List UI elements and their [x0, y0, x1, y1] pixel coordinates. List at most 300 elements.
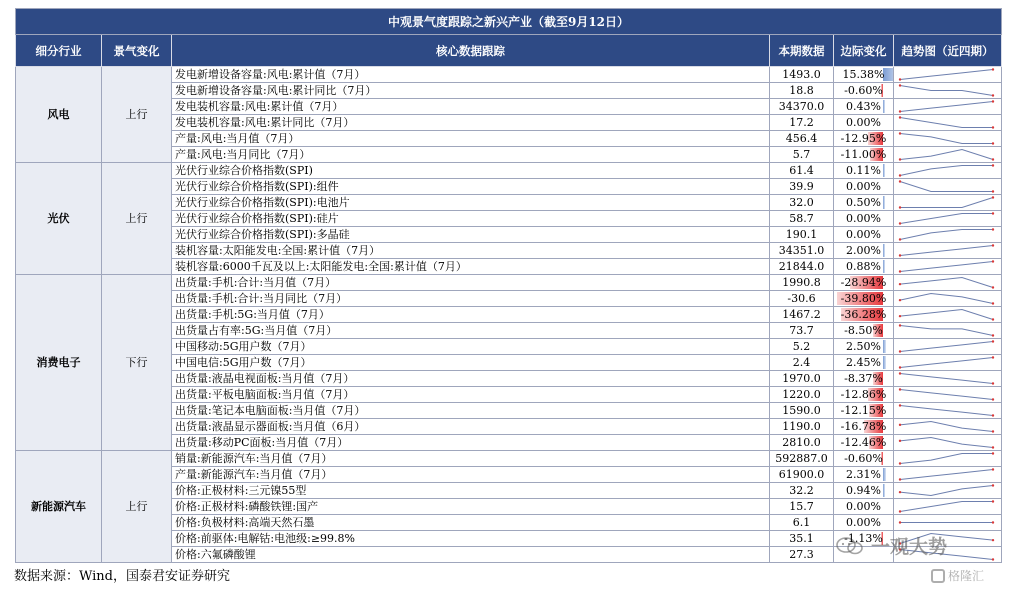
- sparkline-chart: [894, 211, 999, 226]
- current-value-cell: 6.1: [770, 515, 834, 531]
- current-value-cell: 18.8: [770, 83, 834, 99]
- trend-sparkline-cell: [894, 387, 1002, 403]
- sparkline-chart: [894, 243, 999, 258]
- header-trend-change: 景气变化: [102, 35, 172, 67]
- positive-change-bar: [883, 164, 885, 177]
- marginal-change-text: 0.43%: [846, 99, 881, 113]
- sparkline-line: [900, 118, 993, 128]
- sector-cell: 风电: [16, 67, 102, 163]
- sparkline-line: [900, 198, 993, 208]
- sector-cell: 光伏: [16, 163, 102, 275]
- marginal-change-text: 15.38%: [842, 67, 885, 81]
- sparkline-point: [992, 558, 994, 560]
- marginal-change-text: -36.28%: [840, 307, 887, 321]
- indicator-cell: 出货量:液晶电视面板:当月值（7月）: [172, 371, 770, 387]
- sparkline-chart: [894, 67, 999, 82]
- marginal-change-cell: [834, 115, 894, 131]
- marginal-change-text: 0.00%: [846, 499, 881, 513]
- trend-sparkline-cell: [894, 451, 1002, 467]
- sparkline-point: [992, 212, 994, 214]
- sparkline-point: [992, 68, 994, 70]
- data-sheet: [15, 8, 1001, 563]
- trend-change-cell: 上行: [102, 163, 172, 275]
- sparkline-point: [899, 299, 901, 301]
- indicator-cell: 出货量占有率:5G:当月值（7月）: [172, 323, 770, 339]
- trend-sparkline-cell: [894, 195, 1002, 211]
- marginal-change-cell: [834, 499, 894, 515]
- marginal-change-text: -0.60%: [844, 451, 883, 465]
- trend-change-cell: 下行: [102, 275, 172, 451]
- current-value-cell: 1190.0: [770, 419, 834, 435]
- trend-sparkline-cell: [894, 115, 1002, 131]
- marginal-change-cell: [834, 227, 894, 243]
- sparkline-point: [899, 521, 901, 523]
- marginal-change-text: -12.95%: [840, 131, 887, 145]
- marginal-change-text: 0.00%: [846, 179, 881, 193]
- marginal-change-cell: [834, 515, 894, 531]
- indicator-cell: 价格:六氟磷酸锂: [172, 547, 770, 563]
- table-row: [16, 451, 1002, 467]
- sparkline-chart: [894, 339, 999, 354]
- sparkline-point: [992, 190, 994, 192]
- indicator-cell: 出货量:平板电脑面板:当月值（7月）: [172, 387, 770, 403]
- sentiment-table: [15, 8, 1002, 563]
- sparkline-point: [899, 206, 901, 208]
- marginal-change-cell: [834, 67, 894, 83]
- sparkline-point: [992, 94, 994, 96]
- sparkline-chart: [894, 435, 999, 450]
- sparkline-line: [900, 134, 993, 144]
- marginal-change-cell: [834, 83, 894, 99]
- sparkline-line: [900, 374, 993, 384]
- sparkline-line: [900, 214, 993, 224]
- sparkline-chart: [894, 323, 999, 338]
- sparkline-line: [900, 502, 993, 512]
- sparkline-point: [899, 424, 901, 426]
- current-value-cell: 17.2: [770, 115, 834, 131]
- trend-sparkline-cell: [894, 227, 1002, 243]
- trend-sparkline-cell: [894, 483, 1002, 499]
- current-value-cell: -30.6: [770, 291, 834, 307]
- current-value-cell: 1467.2: [770, 307, 834, 323]
- sparkline-line: [900, 278, 993, 288]
- sparkline-chart: [894, 451, 999, 466]
- marginal-change-text: -8.37%: [844, 371, 883, 385]
- current-value-cell: 21844.0: [770, 259, 834, 275]
- current-value-cell: 34370.0: [770, 99, 834, 115]
- current-value-cell: 32.2: [770, 483, 834, 499]
- trend-sparkline-cell: [894, 291, 1002, 307]
- sparkline-point: [899, 478, 901, 480]
- sparkline-point: [899, 132, 901, 134]
- sparkline-point: [992, 126, 994, 128]
- trend-sparkline-cell: [894, 355, 1002, 371]
- trend-sparkline-cell: [894, 339, 1002, 355]
- sparkline-point: [899, 388, 901, 390]
- sparkline-chart: [894, 227, 999, 242]
- table-row: [16, 67, 1002, 83]
- sparkline-chart: [894, 307, 999, 322]
- indicator-cell: 装机容量:太阳能发电:全国:累计值（7月）: [172, 243, 770, 259]
- sparkline-point: [899, 222, 901, 224]
- sparkline-chart: [894, 291, 999, 306]
- current-value-cell: 39.9: [770, 179, 834, 195]
- indicator-cell: 销量:新能源汽车:当月值（7月）: [172, 451, 770, 467]
- indicator-cell: 出货量:手机:5G:当月值（7月）: [172, 307, 770, 323]
- sparkline-chart: [894, 195, 999, 210]
- indicator-cell: 价格:负极材料:高端天然石墨: [172, 515, 770, 531]
- current-value-cell: 5.2: [770, 339, 834, 355]
- indicator-cell: 装机容量:6000千瓦及以上:太阳能发电:全国:累计值（7月）: [172, 259, 770, 275]
- marginal-change-cell: [834, 435, 894, 451]
- sparkline-point: [992, 484, 994, 486]
- marginal-change-text: 2.00%: [846, 243, 881, 257]
- indicator-cell: 发电新增设备容量:风电:累计同比（7月）: [172, 83, 770, 99]
- marginal-change-text: -12.15%: [840, 403, 887, 417]
- trend-sparkline-cell: [894, 323, 1002, 339]
- marginal-change-cell: [834, 467, 894, 483]
- marginal-change-text: 0.94%: [846, 483, 881, 497]
- current-value-cell: 2.4: [770, 355, 834, 371]
- sparkline-line: [900, 182, 993, 192]
- indicator-cell: 产量:风电:当月值（7月）: [172, 131, 770, 147]
- positive-change-bar: [883, 100, 885, 113]
- marginal-change-cell: [834, 131, 894, 147]
- indicator-cell: 产量:风电:当月同比（7月）: [172, 147, 770, 163]
- sparkline-line: [900, 486, 993, 496]
- table-body: [16, 67, 1002, 563]
- trend-sparkline-cell: [894, 243, 1002, 259]
- sparkline-chart: [894, 115, 999, 130]
- marginal-change-cell: [834, 387, 894, 403]
- sparkline-point: [992, 158, 994, 160]
- marginal-change-text: 0.50%: [846, 195, 881, 209]
- current-value-cell: 5.7: [770, 147, 834, 163]
- marginal-change-text: 0.00%: [846, 515, 881, 529]
- sparkline-point: [992, 539, 994, 541]
- sparkline-line: [900, 166, 993, 176]
- watermark-secondary-text: 格隆汇: [948, 569, 985, 583]
- trend-sparkline-cell: [894, 307, 1002, 323]
- marginal-change-cell: [834, 163, 894, 179]
- current-value-cell: 456.4: [770, 131, 834, 147]
- sparkline-point: [899, 324, 901, 326]
- positive-change-bar: [883, 68, 894, 81]
- current-value-cell: 1970.0: [770, 371, 834, 387]
- indicator-cell: 出货量:液晶显示器面板:当月值（6月）: [172, 419, 770, 435]
- trend-sparkline-cell: [894, 179, 1002, 195]
- sparkline-point: [899, 372, 901, 374]
- sparkline-point: [992, 452, 994, 454]
- indicator-cell: 出货量:手机:合计:当月同比（7月）: [172, 291, 770, 307]
- positive-change-bar: [883, 196, 885, 209]
- marginal-change-text: -28.94%: [840, 275, 887, 289]
- sparkline-line: [900, 422, 993, 432]
- sparkline-chart: [894, 355, 999, 370]
- marginal-change-cell: [834, 355, 894, 371]
- sparkline-point: [992, 164, 994, 166]
- sparkline-chart: [894, 387, 999, 402]
- marginal-change-cell: [834, 291, 894, 307]
- sparkline-point: [992, 430, 994, 432]
- marginal-change-text: 2.50%: [846, 339, 881, 353]
- current-value-cell: 58.7: [770, 211, 834, 227]
- marginal-change-text: -12.46%: [840, 435, 887, 449]
- current-value-cell: 15.7: [770, 499, 834, 515]
- marginal-change-cell: [834, 483, 894, 499]
- marginal-change-cell: [834, 323, 894, 339]
- sparkline-line: [900, 406, 993, 416]
- header-marginal-change: 边际变化: [834, 35, 894, 67]
- marginal-change-cell: [834, 307, 894, 323]
- positive-change-bar: [883, 468, 886, 481]
- sparkline-line: [900, 470, 993, 480]
- header-current-value: 本期数据: [770, 35, 834, 67]
- indicator-cell: 价格:前驱体:电解钴:电池级:≥99.8%: [172, 531, 770, 547]
- sparkline-chart: [894, 275, 999, 290]
- indicator-cell: 光伏行业综合价格指数(SPI):组件: [172, 179, 770, 195]
- marginal-change-text: -0.60%: [844, 83, 883, 97]
- sparkline-point: [992, 318, 994, 320]
- sparkline-chart: [894, 147, 999, 162]
- data-source-note: 数据来源：Wind，国泰君安证券研究: [14, 569, 230, 584]
- current-value-cell: 190.1: [770, 227, 834, 243]
- marginal-change-text: -12.86%: [840, 387, 887, 401]
- trend-sparkline-cell: [894, 467, 1002, 483]
- sparkline-point: [899, 84, 901, 86]
- sparkline-point: [899, 158, 901, 160]
- sparkline-point: [992, 340, 994, 342]
- marginal-change-cell: [834, 275, 894, 291]
- marginal-change-cell: [834, 419, 894, 435]
- sparkline-chart: [894, 259, 999, 274]
- sector-cell: 新能源汽车: [16, 451, 102, 563]
- trend-sparkline-cell: [894, 275, 1002, 291]
- sparkline-point: [899, 440, 901, 442]
- current-value-cell: 61900.0: [770, 467, 834, 483]
- sparkline-chart: [894, 467, 999, 482]
- sparkline-point: [992, 500, 994, 502]
- trend-sparkline-cell: [894, 147, 1002, 163]
- sparkline-point: [899, 180, 901, 182]
- sparkline-line: [900, 390, 993, 400]
- sparkline-point: [992, 244, 994, 246]
- sparkline-chart: [894, 419, 999, 434]
- indicator-cell: 光伏行业综合价格指数(SPI):电池片: [172, 195, 770, 211]
- sparkline-point: [992, 334, 994, 336]
- positive-change-bar: [883, 244, 885, 257]
- marginal-change-cell: [834, 243, 894, 259]
- indicator-cell: 发电装机容量:风电:累计值（7月）: [172, 99, 770, 115]
- indicator-cell: 出货量:笔记本电脑面板:当月值（7月）: [172, 403, 770, 419]
- sparkline-point: [992, 228, 994, 230]
- sparkline-point: [899, 491, 901, 493]
- trend-sparkline-cell: [894, 499, 1002, 515]
- marginal-change-text: 0.00%: [846, 211, 881, 225]
- sparkline-point: [899, 174, 901, 176]
- sparkline-point: [992, 398, 994, 400]
- indicator-cell: 光伏行业综合价格指数(SPI): [172, 163, 770, 179]
- sparkline-point: [899, 366, 901, 368]
- marginal-change-text: 2.45%: [846, 355, 881, 369]
- table-row: [16, 275, 1002, 291]
- current-value-cell: 32.0: [770, 195, 834, 211]
- marginal-change-cell: [834, 99, 894, 115]
- marginal-change-cell: [834, 179, 894, 195]
- current-value-cell: 73.7: [770, 323, 834, 339]
- header-core-data: 核心数据跟踪: [172, 35, 770, 67]
- indicator-cell: 出货量:手机:合计:当月值（7月）: [172, 275, 770, 291]
- sparkline-chart: [894, 179, 999, 194]
- marginal-change-cell: [834, 147, 894, 163]
- current-value-cell: 2810.0: [770, 435, 834, 451]
- marginal-change-cell: [834, 195, 894, 211]
- marginal-change-cell: [834, 259, 894, 275]
- sparkline-point: [992, 414, 994, 416]
- marginal-change-text: -8.50%: [844, 323, 883, 337]
- watermark-text: 一观大势: [871, 536, 948, 558]
- positive-change-bar: [883, 260, 885, 273]
- trend-sparkline-cell: [894, 163, 1002, 179]
- trend-sparkline-cell: [894, 419, 1002, 435]
- trend-sparkline-cell: [894, 515, 1002, 531]
- positive-change-bar: [883, 340, 886, 353]
- marginal-change-text: -39.80%: [840, 291, 887, 305]
- trend-sparkline-cell: [894, 211, 1002, 227]
- marginal-change-text: -16.78%: [840, 419, 887, 433]
- sparkline-line: [900, 310, 993, 320]
- header-trend-chart: 趋势图（近四期）: [894, 35, 1002, 67]
- sparkline-chart: [894, 483, 999, 498]
- marginal-change-text: 0.88%: [846, 259, 881, 273]
- sparkline-point: [899, 462, 901, 464]
- sparkline-chart: [894, 99, 999, 114]
- gelonghui-logo-icon: [931, 569, 945, 583]
- sparkline-point: [899, 350, 901, 352]
- current-value-cell: 1493.0: [770, 67, 834, 83]
- sparkline-chart: [894, 515, 999, 530]
- sparkline-point: [899, 110, 901, 112]
- sparkline-line: [900, 342, 993, 352]
- sparkline-point: [899, 283, 901, 285]
- sparkline-line: [900, 86, 993, 96]
- trend-sparkline-cell: [894, 403, 1002, 419]
- current-value-cell: 1220.0: [770, 387, 834, 403]
- trend-sparkline-cell: [894, 259, 1002, 275]
- sparkline-chart: [894, 499, 999, 514]
- trend-change-cell: 上行: [102, 67, 172, 163]
- positive-change-bar: [883, 356, 886, 369]
- table-row: [16, 163, 1002, 179]
- marginal-change-cell: [834, 339, 894, 355]
- trend-sparkline-cell: [894, 67, 1002, 83]
- sparkline-point: [899, 404, 901, 406]
- indicator-cell: 发电新增设备容量:风电:累计值（7月）: [172, 67, 770, 83]
- sparkline-chart: [894, 163, 999, 178]
- sparkline-point: [992, 100, 994, 102]
- sparkline-point: [992, 302, 994, 304]
- current-value-cell: 34351.0: [770, 243, 834, 259]
- watermark-secondary: [931, 567, 984, 584]
- current-value-cell: 592887.0: [770, 451, 834, 467]
- sparkline-point: [992, 446, 994, 448]
- trend-sparkline-cell: [894, 435, 1002, 451]
- sparkline-chart: [894, 403, 999, 418]
- sparkline-point: [992, 468, 994, 470]
- marginal-change-cell: [834, 211, 894, 227]
- table-title: 中观景气度跟踪之新兴产业（截至9月12日）: [16, 9, 1002, 35]
- sparkline-line: [900, 438, 993, 448]
- sparkline-chart: [894, 371, 999, 386]
- sector-cell: 消费电子: [16, 275, 102, 451]
- indicator-cell: 中国电信:5G用户数（7月）: [172, 355, 770, 371]
- sparkline-point: [992, 142, 994, 144]
- sparkline-point: [899, 78, 901, 80]
- sparkline-line: [900, 358, 993, 368]
- sparkline-line: [900, 294, 993, 304]
- positive-change-bar: [883, 484, 885, 497]
- sparkline-line: [900, 102, 993, 112]
- trend-sparkline-cell: [894, 131, 1002, 147]
- sparkline-line: [900, 262, 993, 272]
- sparkline-point: [992, 356, 994, 358]
- header-sector: 细分行业: [16, 35, 102, 67]
- sparkline-chart: [894, 83, 999, 98]
- sparkline-point: [992, 260, 994, 262]
- sparkline-line: [900, 150, 993, 160]
- sparkline-point: [992, 196, 994, 198]
- indicator-cell: 光伏行业综合价格指数(SPI):硅片: [172, 211, 770, 227]
- trend-sparkline-cell: [894, 371, 1002, 387]
- indicator-cell: 中国移动:5G用户数（7月）: [172, 339, 770, 355]
- indicator-cell: 价格:正极材料:磷酸铁锂:国产: [172, 499, 770, 515]
- sparkline-point: [992, 382, 994, 384]
- sparkline-line: [900, 246, 993, 256]
- sparkline-point: [899, 510, 901, 512]
- current-value-cell: 35.1: [770, 531, 834, 547]
- indicator-cell: 光伏行业综合价格指数(SPI):多晶硅: [172, 227, 770, 243]
- marginal-change-cell: [834, 451, 894, 467]
- trend-sparkline-cell: [894, 99, 1002, 115]
- indicator-cell: 出货量:移动PC面板:当月值（7月）: [172, 435, 770, 451]
- sparkline-point: [899, 116, 901, 118]
- sparkline-point: [992, 286, 994, 288]
- marginal-change-text: 0.00%: [846, 115, 881, 129]
- current-value-cell: 27.3: [770, 547, 834, 563]
- marginal-change-text: 2.31%: [846, 467, 881, 481]
- marginal-change-text: 0.00%: [846, 227, 881, 241]
- marginal-change-cell: [834, 403, 894, 419]
- marginal-change-text: 0.11%: [846, 163, 881, 177]
- sparkline-point: [992, 521, 994, 523]
- sparkline-point: [899, 315, 901, 317]
- marginal-change-text: -11.00%: [840, 147, 887, 161]
- sparkline-line: [900, 230, 993, 240]
- sparkline-point: [899, 254, 901, 256]
- current-value-cell: 1990.8: [770, 275, 834, 291]
- current-value-cell: 61.4: [770, 163, 834, 179]
- indicator-cell: 产量:新能源汽车:当月值（7月）: [172, 467, 770, 483]
- sparkline-line: [900, 454, 993, 464]
- sparkline-point: [899, 238, 901, 240]
- indicator-cell: 价格:正极材料:三元镍55型: [172, 483, 770, 499]
- trend-change-cell: 上行: [102, 451, 172, 563]
- sparkline-chart: [894, 131, 999, 146]
- trend-sparkline-cell: [894, 83, 1002, 99]
- indicator-cell: 发电装机容量:风电:累计同比（7月）: [172, 115, 770, 131]
- sparkline-line: [900, 326, 993, 336]
- sparkline-point: [899, 270, 901, 272]
